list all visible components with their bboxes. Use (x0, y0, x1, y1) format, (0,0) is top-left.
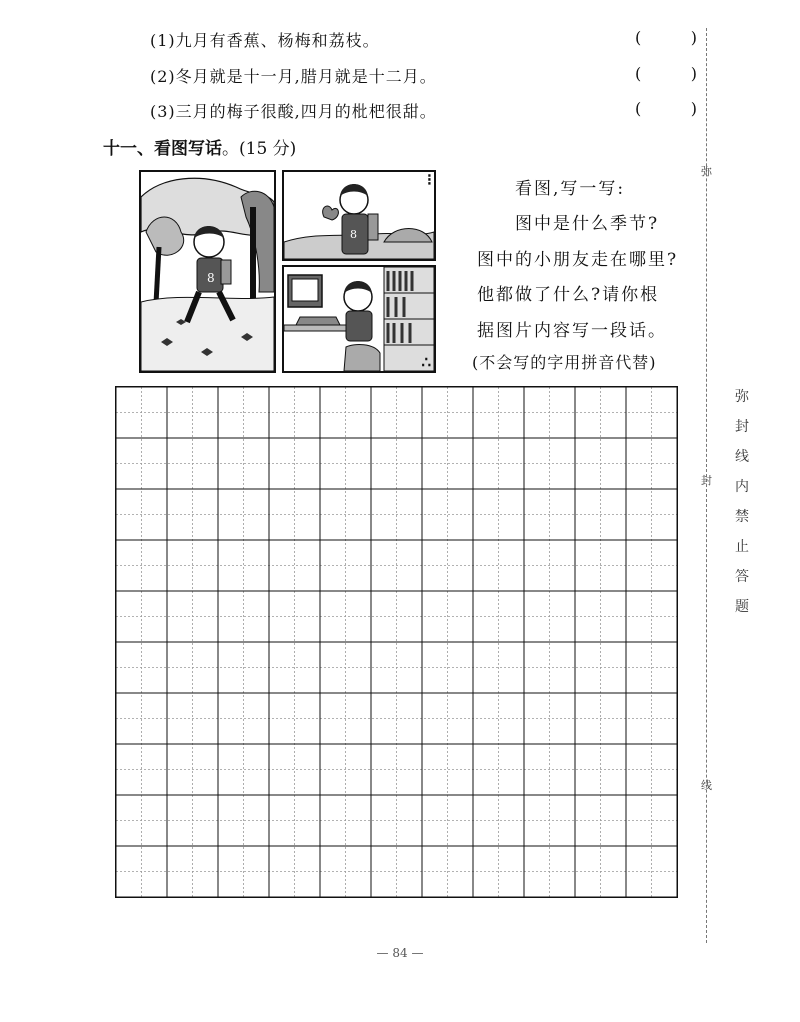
notice-char: 禁 (735, 509, 749, 525)
page-number: — 84 — (376, 946, 424, 960)
section-title-period: 。 (222, 139, 239, 159)
picture-panel-autumn-walk (139, 170, 276, 373)
notice-char: 线 (735, 449, 749, 465)
judgment-item-1: (1)九月有香蕉、杨梅和荔枝。 (150, 31, 380, 50)
answer-bracket-3[interactable] (635, 99, 697, 118)
picture-panel-computer (282, 265, 436, 373)
binding-notice (735, 382, 749, 622)
svg-text:8: 8 (207, 271, 215, 285)
answer-bracket-open: ( (635, 99, 642, 118)
answer-bracket-1[interactable] (635, 28, 697, 47)
prompt-line-4: 他都做了什么?请你根 (477, 285, 660, 305)
panel-dots-mark: ∴ (421, 353, 431, 371)
answer-bracket-open: ( (635, 28, 642, 47)
section-title: 十一、看图写话 (103, 139, 222, 159)
binding-mark-top: 弥 (701, 165, 712, 178)
binding-mark-middle: 封 (701, 474, 712, 487)
prompt-line-6: (不会写的字用拼音代替) (472, 353, 657, 372)
svg-text:8: 8 (350, 228, 357, 241)
notice-char: 题 (735, 599, 749, 615)
answer-bracket-close: ) (690, 28, 697, 47)
picture-panel-holding-leaf (282, 170, 436, 261)
notice-char: 内 (735, 479, 749, 495)
judgment-item-3: (3)三月的梅子很酸,四月的枇杷很甜。 (150, 102, 437, 121)
answer-bracket-close: ) (690, 64, 697, 83)
prompt-line-1: 看图,写一写: (515, 179, 626, 199)
notice-char: 止 (735, 539, 749, 555)
leaf-boy-illustration (284, 172, 434, 259)
answer-bracket-open: ( (635, 64, 642, 83)
prompt-line-2: 图中是什么季节? (515, 214, 660, 234)
notice-char: 答 (735, 569, 749, 585)
prompt-line-3: 图中的小朋友走在哪里? (477, 250, 679, 270)
judgment-item-2: (2)冬月就是十一月,腊月就是十二月。 (150, 67, 437, 86)
binding-mark-bottom: 线 (701, 779, 712, 792)
writing-grid-lines[interactable] (115, 386, 678, 898)
answer-bracket-2[interactable] (635, 64, 697, 83)
notice-char: 弥 (735, 389, 749, 405)
notice-char: 封 (735, 419, 749, 435)
autumn-walk-illustration (141, 172, 274, 371)
computer-boy-illustration (284, 267, 434, 371)
section-heading (103, 134, 296, 159)
panel-dots-mark: ⁝ (426, 170, 432, 189)
answer-bracket-close: ) (690, 99, 697, 118)
section-score: (15 分) (239, 139, 297, 159)
writing-grid[interactable] (115, 386, 678, 902)
prompt-line-5: 据图片内容写一段话。 (477, 321, 667, 341)
